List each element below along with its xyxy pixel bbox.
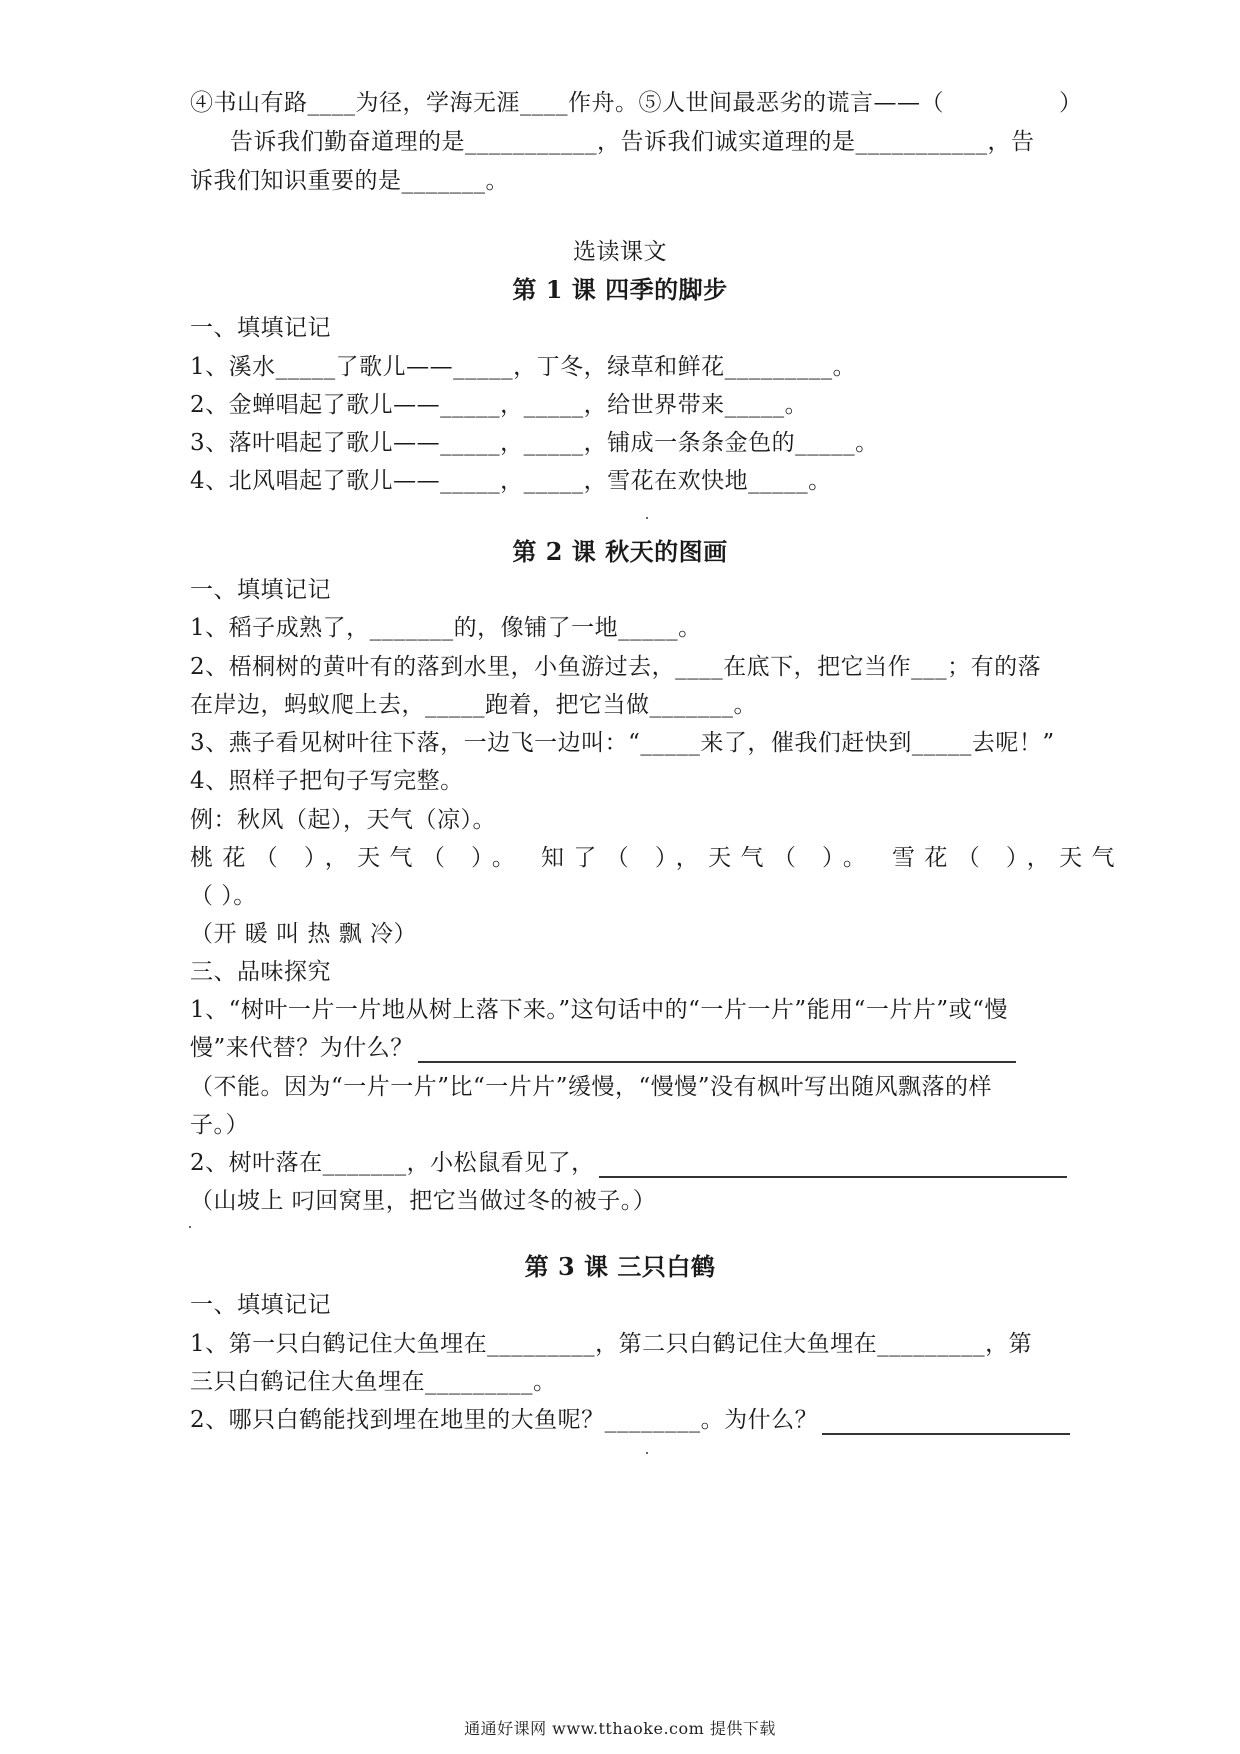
- lesson-3-title: 第 3 课 三只白鹤: [524, 1252, 716, 1281]
- inquiry-2-question-text: 2、树叶落在_______，小松鼠看见了，: [190, 1150, 595, 1176]
- lesson-2-question-4: 4、照样子把句子写完整。: [190, 768, 464, 794]
- answer-blank-line: [418, 1033, 1016, 1063]
- lesson-2-inquiry-2-answer: （山坡上 叼回窝里，把它当做过冬的被子。）: [190, 1188, 657, 1214]
- lesson-3-question-2: [190, 1405, 1115, 1435]
- proverb-text: ④书山有路____为径，学海无涯____作舟。⑤人世间最恶劣的谎言——（: [190, 90, 944, 116]
- lesson-1-question-3: 3、落叶唱起了歌儿——_____，_____，铺成一条条金色的_____。: [190, 430, 879, 456]
- lesson-3-part-heading: 一、填填记记: [190, 1292, 331, 1318]
- lesson-2-pattern-line-2: （ ）。: [190, 883, 257, 909]
- lesson-1-part-heading: 一、填填记记: [190, 315, 331, 341]
- lesson-3-question-1: 1、第一只白鹤记住大鱼埋在_________，第二只白鹤记住大鱼埋在_________，第: [190, 1331, 1033, 1357]
- answer-blank-line: [822, 1405, 1070, 1435]
- lesson-2-example: 例：秋风（起），天气（凉）。: [190, 807, 496, 833]
- lesson-2-question-3: 3、燕子看见树叶往下落，一边飞一边叫：“_____来了，催我们赶快到_____去呢！”: [190, 730, 1055, 756]
- scan-dot: [646, 517, 648, 519]
- lesson-3-question-1-cont: 三只白鹤记住大鱼埋在_________。: [190, 1369, 557, 1395]
- inquiry-1-question-text: 慢”来代替？为什么？: [190, 1035, 414, 1061]
- lesson-2-title: 第 2 课 秋天的图画: [512, 537, 728, 566]
- lesson-2-inquiry-1-cont: [190, 1033, 1115, 1063]
- proverb-line: [190, 88, 1115, 118]
- proverb-close-paren: ）: [1059, 90, 1083, 116]
- lesson-2-inquiry-1: 1、“树叶一片一片地从树上落下来。”这句话中的“一片一片”能用“一片片”或“慢: [190, 997, 1008, 1023]
- virtue-question-line-2: 诉我们知识重要的是_______。: [190, 168, 509, 194]
- lesson-1-question-4: 4、北风唱起了歌儿——_____，_____，雪花在欢快地_____。: [190, 468, 832, 494]
- lesson-1-question-1: 1、溪水_____了歌儿——_____，丁冬，绿草和鲜花_________。: [190, 354, 857, 380]
- lesson-2-inquiry-1-answer: （不能。因为“一片一片”比“一片片”缓慢，“慢慢”没有枫叶写出随风飘落的样: [190, 1074, 993, 1100]
- lesson-2-question-2: 2、梧桐树的黄叶有的落到水里，小鱼游过去，____在底下，把它当作___；有的落: [190, 654, 1042, 680]
- scan-dot: [646, 1452, 648, 1454]
- lesson-3-question-2-text: 2、哪只白鹤能找到埋在地里的大鱼呢？________。为什么？: [190, 1407, 819, 1433]
- scan-dot: [189, 1226, 191, 1228]
- lesson-2-pattern-line: 桃花（ ），天气（ ）。 知了（ ），天气（ ）。 雪花（ ），天气: [190, 845, 1115, 871]
- lesson-2-part-heading: 一、填填记记: [190, 577, 331, 603]
- lesson-2-inquiry-2: [190, 1148, 1115, 1178]
- lesson-2-question-2-cont: 在岸边，蚂蚁爬上去，_____跑着，把它当做_______。: [190, 692, 757, 718]
- section-title: 选读课文: [573, 239, 667, 265]
- lesson-2-inquiry-1-answer-cont: 子。）: [190, 1112, 249, 1138]
- lesson-1-title: 第 1 课 四季的脚步: [512, 275, 728, 304]
- virtue-question-line: 告诉我们勤奋道理的是___________，告诉我们诚实道理的是___________，告: [230, 129, 1035, 155]
- lesson-2-question-1: 1、稻子成熟了，_______的，像铺了一地_____。: [190, 615, 702, 641]
- footer-credit: 通通好课网 www.tthaoke.com 提供下载: [464, 1719, 776, 1738]
- lesson-1-question-2: 2、金蝉唱起了歌儿——_____，_____，给世界带来_____。: [190, 392, 809, 418]
- lesson-2-part-3-heading: 三、品味探究: [190, 959, 331, 985]
- lesson-2-word-bank: （开 暖 叫 热 飘 冷）: [190, 921, 418, 947]
- answer-blank-line: [599, 1148, 1067, 1178]
